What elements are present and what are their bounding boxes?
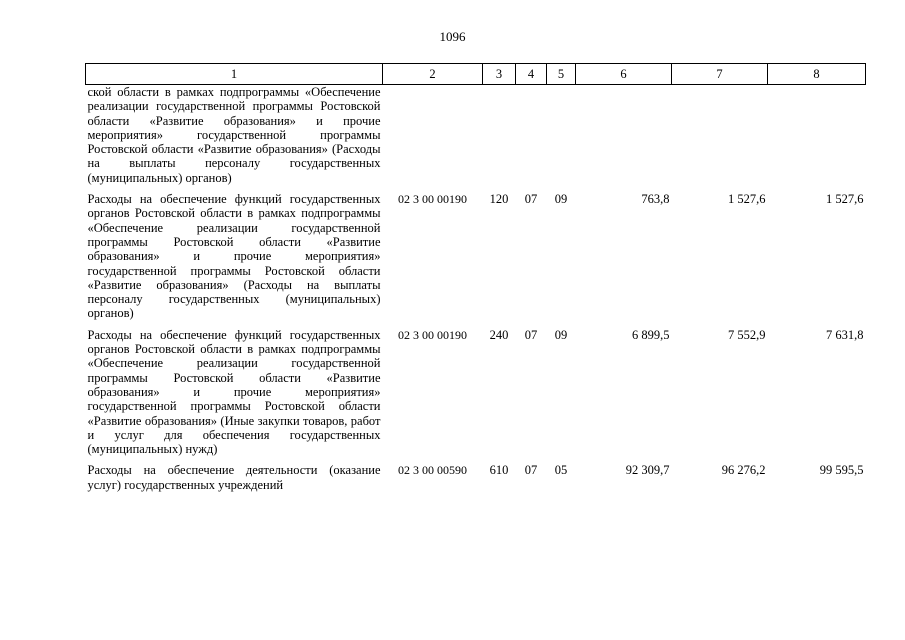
amount-year-2: 7 552,9: [728, 327, 766, 342]
column-header: 5: [547, 64, 576, 85]
expense-type: [483, 85, 516, 193]
subsection-code: 09: [554, 327, 568, 342]
amount-year-2: 96 276,2: [721, 463, 766, 478]
column-header: 4: [516, 64, 547, 85]
column-header: 7: [672, 64, 768, 85]
page-number: 1096: [439, 29, 466, 44]
expense-type: 240: [489, 327, 509, 342]
table-row: [86, 192, 866, 328]
amount-year-3: 7 631,8: [826, 327, 864, 342]
table-row: [86, 463, 866, 499]
table-row: [86, 328, 866, 464]
budget-table: [85, 63, 866, 499]
amount-year-1: 6 899,5: [632, 327, 670, 342]
header-row: [86, 64, 866, 85]
amount-year-1: 763,8: [641, 192, 670, 207]
column-header: 1: [86, 64, 383, 85]
expense-type: 610: [489, 463, 509, 478]
row-description: Расходы на обеспечение деятельности (оказание услуг) государственных учреждений: [87, 463, 381, 492]
amount-year-3: [768, 85, 866, 193]
section-code: 07: [524, 327, 538, 342]
row-description: Расходы на обеспечение функций государственных органов Ростовской области в рамках подпрограммы «Обеспечение реализации государственной программы Ростовской области «Развитие образования» и прочие мероприятия» государственной программы Ростовской области «Развитие образования» (Расходы на выплаты персоналу государственных (муниципальных) органов): [87, 192, 381, 321]
amount-year-1: 92 309,7: [625, 463, 670, 478]
amount-year-3: 1 527,6: [826, 192, 864, 207]
target-code: 02 3 00 00190: [398, 327, 467, 342]
target-code: [383, 85, 483, 193]
column-header: 2: [383, 64, 483, 85]
amount-year-2: [672, 85, 768, 193]
target-code: 02 3 00 00590: [398, 463, 467, 478]
column-header: 3: [483, 64, 516, 85]
row-description: ской области в рамках подпрограммы «Обеспечение реализации государственной программы Ростовской области «Развитие образования» и прочие мероприятия» государственной программы Ростовской области «Развитие образования» (Расходы на выплаты персоналу государственных (муниципальных) органов): [87, 85, 381, 185]
section-code: 07: [524, 463, 538, 478]
subsection-code: 05: [554, 463, 568, 478]
amount-year-3: 99 595,5: [819, 463, 864, 478]
table-row: [86, 85, 866, 193]
section-code: 07: [524, 192, 538, 207]
subsection-code: 09: [554, 192, 568, 207]
expense-type: 120: [489, 192, 509, 207]
section-code: [516, 85, 547, 193]
row-description: Расходы на обеспечение функций государственных органов Ростовской области в рамках подпрограммы «Обеспечение реализации государственной программы Ростовской области «Развитие образования» и прочие мероприятия» государственной программы Ростовской области «Развитие образования» (Иные закупки товаров, работ и услуг для обеспечения государственных (муниципальных) нужд): [87, 327, 381, 457]
column-header: 8: [768, 64, 866, 85]
target-code: 02 3 00 00190: [398, 192, 467, 207]
subsection-code: [547, 85, 576, 193]
amount-year-1: [576, 85, 672, 193]
amount-year-2: 1 527,6: [728, 192, 766, 207]
column-header: 6: [576, 64, 672, 85]
